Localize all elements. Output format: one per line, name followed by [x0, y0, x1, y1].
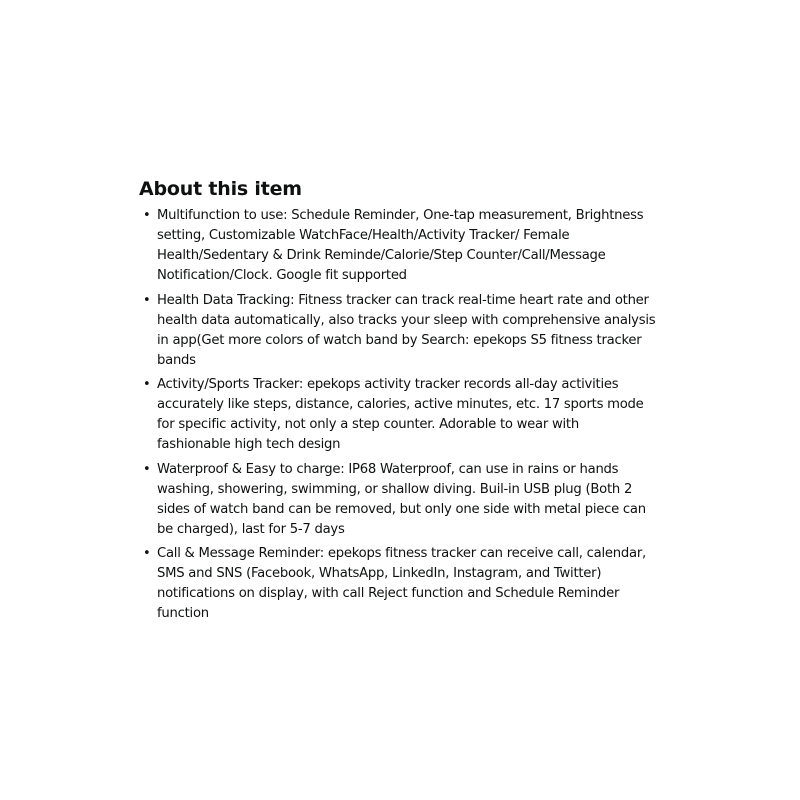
bullet-text-line: setting, Customizable WatchFace/Health/Activity Tracker/ Female: [157, 228, 570, 243]
section-title: About this item: [139, 178, 302, 200]
bullet-dot-icon: •: [143, 208, 151, 223]
bullet-dot-icon: •: [143, 461, 151, 477]
bullet-dot-icon: •: [143, 377, 151, 392]
bullet-dot-icon: •: [143, 292, 151, 308]
bullet-text-line: function: [157, 606, 209, 621]
bullet-text-line: Waterproof & Easy to charge: IP68 Waterproof, can use in rains or hands: [157, 461, 619, 477]
bullet-text-line: Call & Message Reminder: epekops fitness tracker can receive call, calendar,: [157, 546, 646, 561]
bullet-text-line: Notification/Clock. Google fit supported: [157, 268, 407, 283]
bullet-text-line: Health Data Tracking: Fitness tracker can track real-time heart rate and other: [157, 292, 649, 308]
bullet-text-line: notifications on display, with call Reject function and Schedule Reminder: [157, 586, 620, 601]
bullet-text-line: for specific activity, not only a step counter. Adorable to wear with: [157, 417, 579, 432]
bullet-text-line: in app(Get more colors of watch band by Search: epekops S5 fitness tracker: [157, 332, 642, 348]
bullet-text-line: bands: [157, 352, 196, 368]
about-this-item-section: [139, 176, 659, 629]
feature-bullet: [139, 291, 659, 371]
bullet-text-line: accurately like steps, distance, calories, active minutes, etc. 17 sports mode: [157, 397, 644, 412]
bullet-dot-icon: •: [143, 546, 151, 561]
feature-bullet: [139, 544, 659, 624]
feature-bullet: [139, 460, 659, 540]
bullet-text-line: SMS and SNS (Facebook, WhatsApp, LinkedIn, Instagram, and Twitter): [157, 566, 602, 581]
bullet-text-line: health data automatically, also tracks your sleep with comprehensive analysis: [157, 312, 656, 328]
bullet-text-line: washing, showering, swimming, or shallow diving. Buil-in USB plug (Both 2: [157, 481, 633, 497]
feature-bullet-list: [139, 206, 659, 624]
feature-bullet: [139, 206, 659, 286]
bullet-text-line: sides of watch band can be removed, but only one side with metal piece can: [157, 501, 646, 517]
bullet-text-line: Activity/Sports Tracker: epekops activity tracker records all-day activities: [157, 377, 619, 392]
feature-bullet: [139, 375, 659, 455]
bullet-text-line: be charged), last for 5-7 days: [157, 521, 345, 537]
bullet-text-line: Health/Sedentary & Drink Reminde/Calorie/Step Counter/Call/Message: [157, 248, 606, 263]
bullet-text-line: Multifunction to use: Schedule Reminder, One-tap measurement, Brightness: [157, 208, 644, 223]
bullet-text-line: fashionable high tech design: [157, 437, 341, 452]
